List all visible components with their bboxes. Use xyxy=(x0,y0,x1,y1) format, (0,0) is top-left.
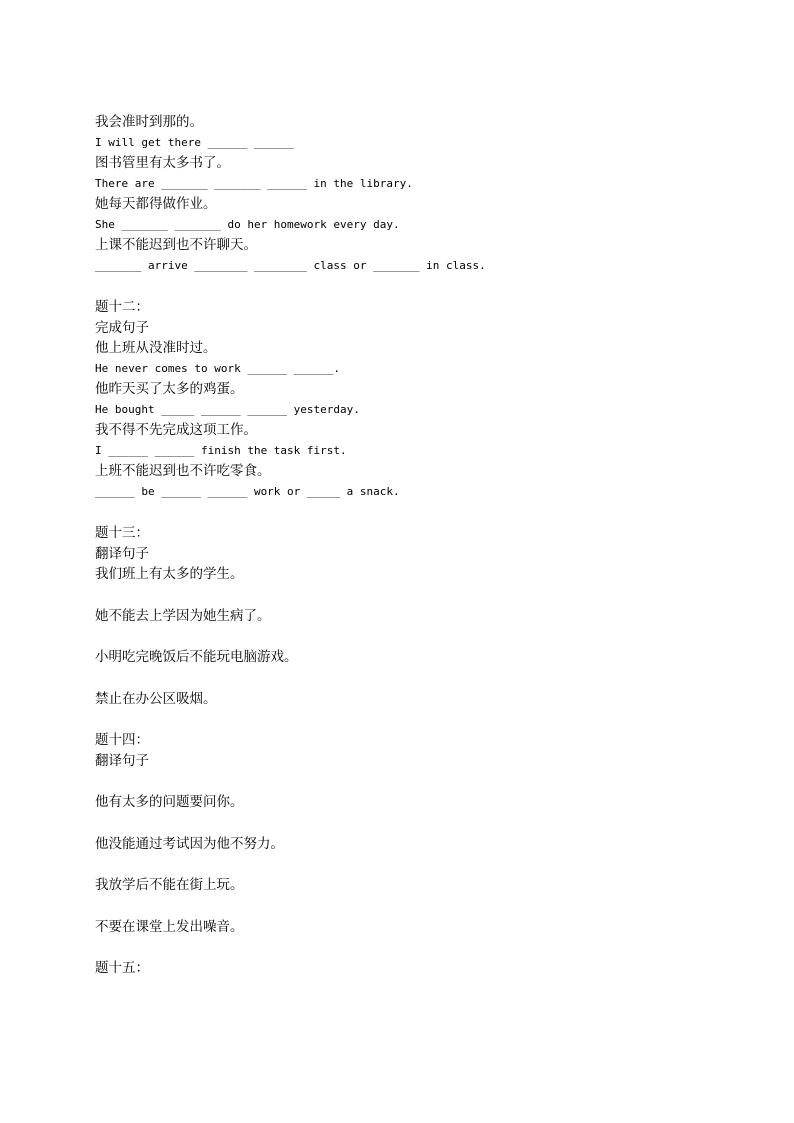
exercise-14 xyxy=(95,730,735,937)
english-fill-in: There are _______ _______ ______ in the library. xyxy=(95,176,413,190)
exercise-heading: 题十五： xyxy=(95,960,149,976)
exercise-12 xyxy=(95,297,735,502)
spacer xyxy=(95,276,735,297)
exercise-11-items xyxy=(95,112,735,276)
chinese-prompt: 他昨天买了太多的鸡蛋。 xyxy=(95,381,244,397)
translation-sentence: 我放学后不能在街上玩。 xyxy=(95,877,244,893)
translation-sentence: 我们班上有太多的学生。 xyxy=(95,566,244,582)
exercise-15 xyxy=(95,958,735,979)
translation-sentence: 他有太多的问题要问你。 xyxy=(95,794,244,810)
spacer xyxy=(95,937,735,958)
exercise-13 xyxy=(95,523,735,709)
english-fill-in: He bought _____ ______ ______ yesterday. xyxy=(95,402,360,416)
answer-space xyxy=(95,896,735,917)
answer-space xyxy=(95,813,735,834)
document-page xyxy=(95,112,735,979)
chinese-prompt: 图书管里有太多书了。 xyxy=(95,155,230,171)
exercise-heading: 题十二： xyxy=(95,299,149,315)
chinese-prompt: 我会准时到那的。 xyxy=(95,114,203,130)
english-fill-in: He never comes to work ______ ______. xyxy=(95,361,341,375)
translation-sentence: 他没能通过考试因为他不努力。 xyxy=(95,835,284,852)
answer-space xyxy=(95,626,735,647)
chinese-prompt: 我不得不先完成这项工作。 xyxy=(95,422,257,438)
english-fill-in: She _______ _______ do her homework every day. xyxy=(95,217,400,231)
chinese-prompt: 她每天都得做作业。 xyxy=(95,196,217,212)
translation-sentence: 小明吃完晚饭后不能玩电脑游戏。 xyxy=(95,649,298,665)
english-fill-in: I ______ ______ finish the task first. xyxy=(95,443,347,457)
spacer xyxy=(95,502,735,523)
answer-space xyxy=(95,585,735,606)
answer-space xyxy=(95,854,735,875)
exercise-heading: 题十三： xyxy=(95,525,149,541)
spacer xyxy=(95,709,735,730)
english-fill-in: _______ arrive ________ ________ class or _______ in class. xyxy=(95,258,486,272)
english-fill-in: ______ be ______ ______ work or _____ a snack. xyxy=(95,484,400,498)
exercise-instruction: 翻译句子 xyxy=(95,752,149,769)
exercise-instruction: 翻译句子 xyxy=(95,545,149,562)
answer-space xyxy=(95,771,735,792)
exercise-instruction: 完成句子 xyxy=(95,319,149,336)
chinese-prompt: 上课不能迟到也不许聊天。 xyxy=(95,237,257,253)
translation-sentence: 禁止在办公区吸烟。 xyxy=(95,690,217,707)
translation-sentence: 她不能去上学因为她生病了。 xyxy=(95,607,271,624)
answer-space xyxy=(95,668,735,689)
english-fill-in: I will get there ______ ______ xyxy=(95,135,294,149)
exercise-heading: 题十四： xyxy=(95,732,149,748)
translation-sentence: 不要在课堂上发出噪音。 xyxy=(95,918,244,935)
chinese-prompt: 他上班从没准时过。 xyxy=(95,340,217,356)
chinese-prompt: 上班不能迟到也不许吃零食。 xyxy=(95,463,271,479)
